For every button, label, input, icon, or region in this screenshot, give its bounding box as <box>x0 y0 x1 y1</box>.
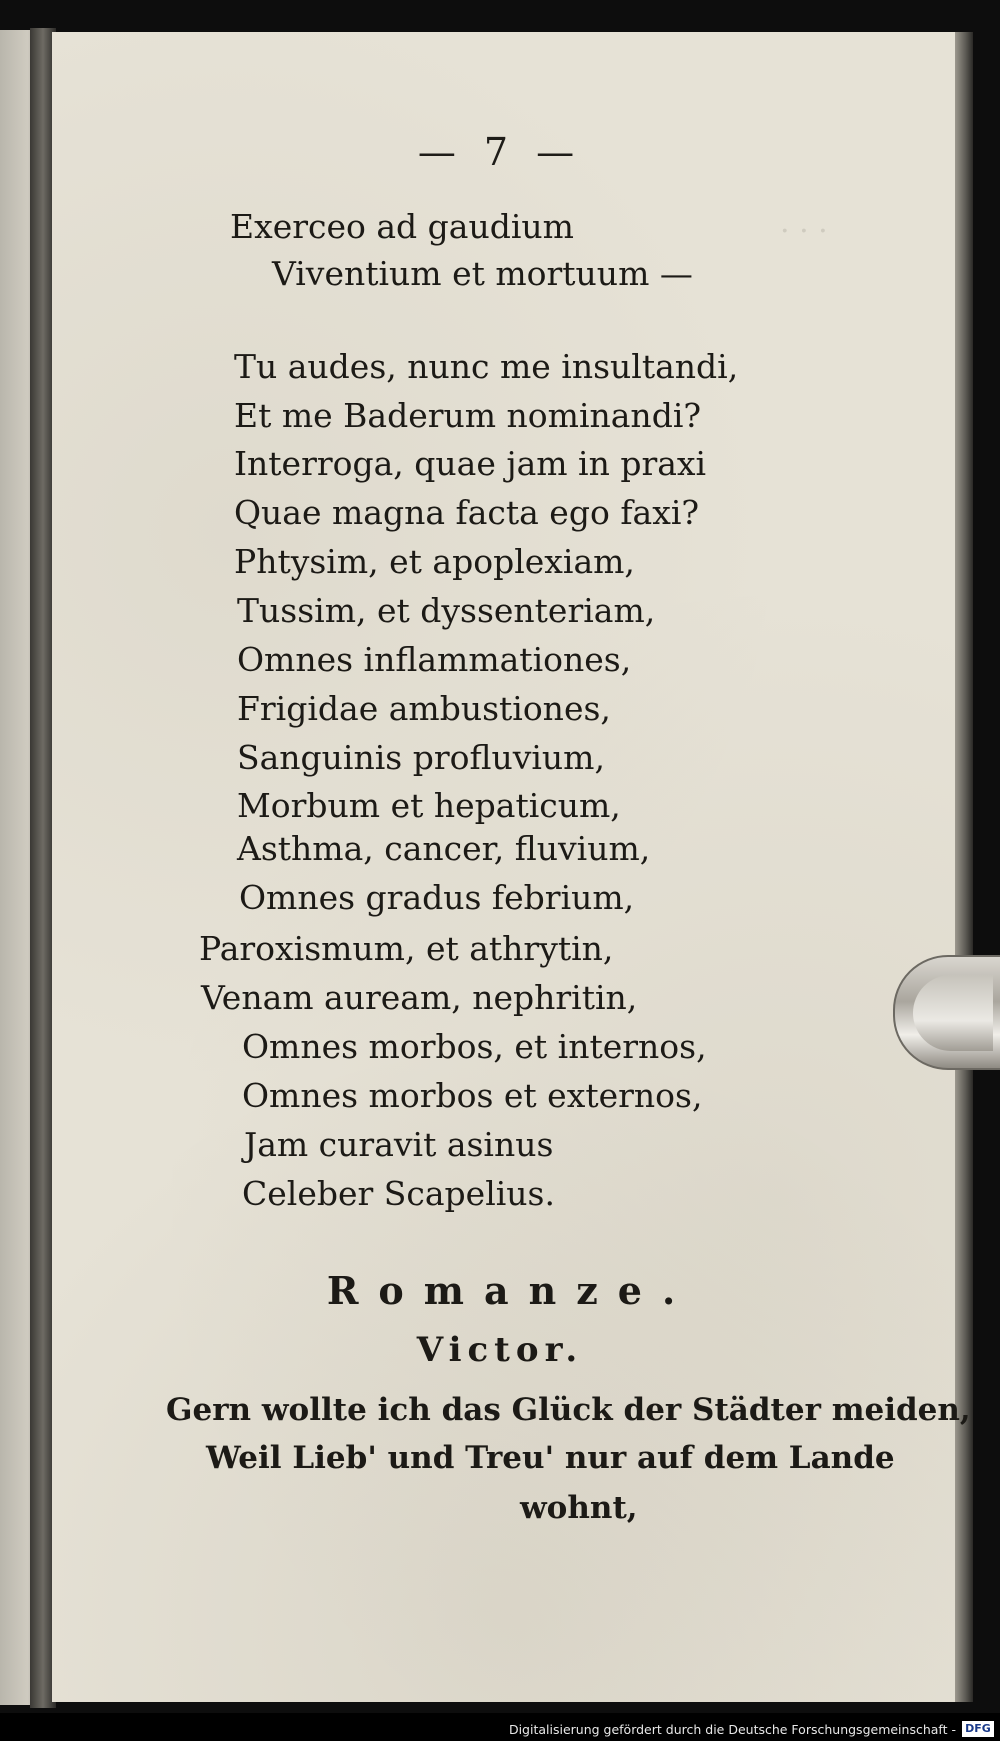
poem-line: Frigidae ambustiones, <box>237 689 611 728</box>
poem-line: Omnes gradus febrium, <box>239 878 635 917</box>
poem-line: Quae magna facta ego faxi? <box>234 493 700 532</box>
dfg-logo: DFG <box>962 1721 994 1737</box>
page-clip <box>893 955 1000 1070</box>
footer-bar <box>0 1713 1000 1741</box>
page-number: — 7 — <box>417 130 583 174</box>
clip-highlight <box>913 975 993 1051</box>
poem-line: Viventium et mortuum — <box>272 254 693 293</box>
romanze-title: Romanze. <box>326 1268 696 1313</box>
poem-line: Phtysim, et apoplexiam, <box>234 542 635 581</box>
poem-line: Interroga, quae jam in praxi <box>234 444 707 483</box>
poem-line: Paroxismum, et athrytin, <box>199 929 614 968</box>
poem-line: Morbum et hepaticum, <box>237 786 621 825</box>
page-edge <box>955 32 973 1702</box>
poem-line: Celeber Scapelius. <box>242 1174 555 1213</box>
poem-line: Omnes morbos, et internos, <box>242 1027 707 1066</box>
poem-line: Exerceo ad gaudium <box>230 207 574 246</box>
poem-line: Sanguinis profluvium, <box>237 738 605 777</box>
german-line: Gern wollte ich das Glück der Städter meiden, <box>166 1392 971 1428</box>
poem-line: Et me Baderum nominandi? <box>234 396 702 435</box>
bleed-through: . . . <box>780 205 828 240</box>
german-line: wohnt, <box>520 1490 638 1526</box>
footer-credit: Digitalisierung gefördert durch die Deutsche Forschungsgemeinschaft - <box>508 1722 956 1737</box>
german-line: Weil Lieb' und Treu' nur auf dem Lande <box>206 1440 895 1476</box>
poem-line: Omnes inflammationes, <box>237 640 632 679</box>
romanze-subtitle: Victor. <box>416 1330 584 1370</box>
poem-line: Asthma, cancer, fluvium, <box>237 829 651 868</box>
poem-line: Tu audes, nunc me insultandi, <box>234 347 739 386</box>
poem-line: Tussim, et dyssenteriam, <box>237 591 656 630</box>
poem-line: Omnes morbos et externos, <box>242 1076 703 1115</box>
poem-line: Venam auream, nephritin, <box>201 978 638 1017</box>
poem-line: Jam curavit asinus <box>244 1125 554 1164</box>
